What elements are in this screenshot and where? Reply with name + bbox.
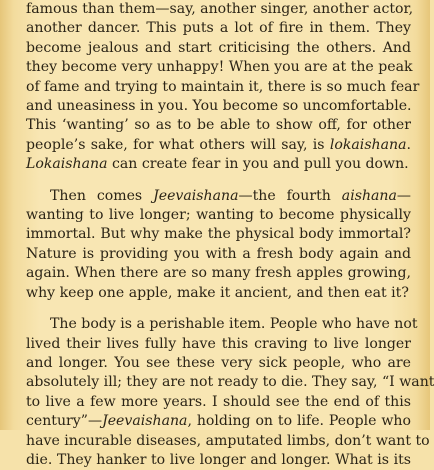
- text-run: another dancer. This puts a lot of fire in them. They: [26, 20, 411, 37]
- text-run: Then comes: [50, 187, 154, 204]
- paragraph: [26, 187, 411, 303]
- text-line: [26, 136, 411, 155]
- paragraph: [26, 315, 434, 470]
- text-run: century”—: [26, 413, 103, 430]
- text-run: have incurable diseases, amputated limbs, don’t want to: [26, 432, 430, 449]
- text-run: why keep one apple, make it ancient, and then eat it?: [26, 284, 409, 301]
- text-line: [26, 187, 411, 206]
- text-line: [26, 39, 411, 58]
- text-line: [26, 373, 434, 392]
- text-line: [26, 78, 420, 97]
- italic-term: Lokaishana: [26, 156, 108, 173]
- text-run: people’s sake, for what others will say, is: [26, 136, 330, 153]
- text-run: —: [396, 187, 411, 204]
- text-line: [26, 97, 411, 116]
- text-run: lived their lives fully have this craving to live longer: [26, 335, 411, 352]
- text-run: The body is a perishable item. People who have not: [50, 316, 418, 333]
- text-line: [26, 245, 411, 264]
- text-run: they become very unhappy! When you are at the peak: [26, 59, 413, 76]
- text-line: [26, 58, 411, 77]
- text-run: .: [406, 136, 411, 153]
- italic-term: Jeevaishana: [153, 187, 239, 204]
- italic-term: Jeevaishana: [102, 413, 188, 430]
- text-run: absolutely ill; they are not ready to die. They say, “I want: [26, 374, 434, 391]
- text-run: Nature is providing you with a fresh body again and: [26, 245, 411, 262]
- text-run: and longer. You see these very sick people, who are: [26, 354, 411, 371]
- text-run: famous than them—say, another singer, another actor,: [26, 1, 414, 17]
- text-run: can create fear in you and pull you down.: [107, 156, 409, 173]
- italic-term: lokaishana: [329, 136, 407, 153]
- text-run: immortal. But why make the physical body immortal?: [26, 226, 411, 243]
- text-run: and uneasiness in you. You become so uncomfortable.: [26, 98, 412, 115]
- text-line: [26, 335, 411, 354]
- text-line: [26, 19, 411, 38]
- text-line: [26, 0, 414, 19]
- text-run: , holding on to life. People who: [187, 413, 411, 430]
- italic-term: aishana: [341, 187, 397, 204]
- text-line: [26, 451, 411, 470]
- text-line: [26, 116, 411, 135]
- text-run: die. They hanker to live longer and longer. What is its: [26, 451, 411, 468]
- paragraph-gap: [26, 175, 411, 187]
- text-run: become jealous and start criticising the others. And: [26, 39, 411, 56]
- text-line: [26, 225, 411, 244]
- text-line: [26, 155, 411, 174]
- text-line: [26, 432, 430, 451]
- text-run: —the fourth: [238, 187, 342, 204]
- paragraph-gap: [26, 303, 411, 315]
- book-page: [26, 0, 434, 468]
- text-run: to live a few more years. I should see the end of this: [26, 393, 411, 410]
- text-line: [26, 393, 411, 412]
- text-line: [26, 412, 411, 431]
- text-line: [26, 264, 411, 283]
- text-line: [26, 206, 411, 225]
- text-run: wanting to live longer; wanting to become physically: [26, 207, 411, 224]
- text-line: [26, 315, 418, 334]
- text-run: of fame and trying to maintain it, there is so much fear: [26, 78, 420, 95]
- text-line: [26, 354, 411, 373]
- text-run: again. When there are so many fresh apples growing,: [26, 265, 411, 282]
- text-line: [26, 284, 411, 303]
- text-run: This ‘wanting’ so as to be able to show off, for other: [26, 117, 411, 134]
- paragraph: [26, 0, 420, 175]
